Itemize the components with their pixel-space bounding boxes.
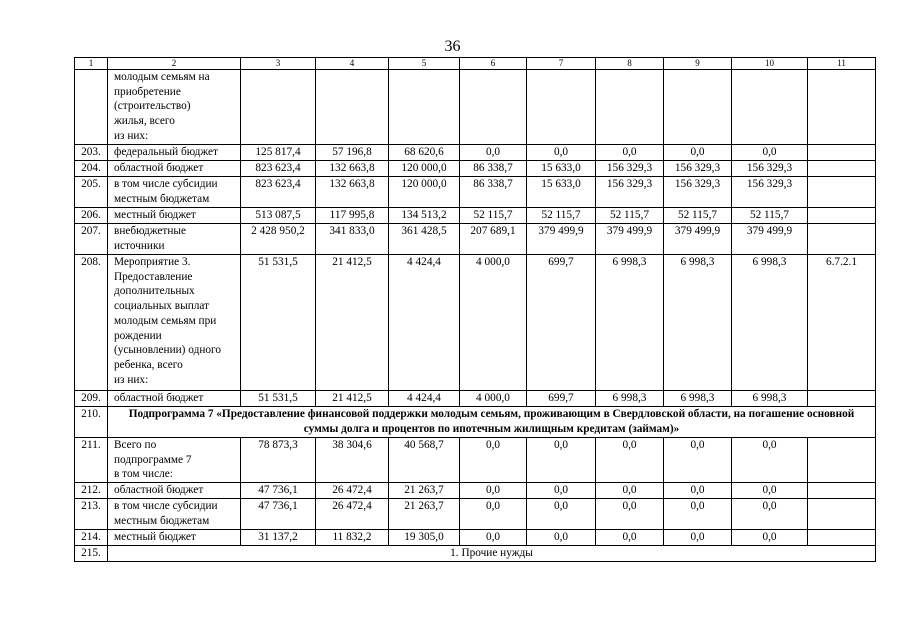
row-description: местный бюджет: [108, 208, 241, 224]
amount-cell: 0,0: [527, 145, 596, 161]
column-number: 4: [316, 58, 389, 70]
row-number: 203.: [75, 145, 108, 161]
target-code: [808, 499, 876, 530]
amount-cell: 207 689,1: [460, 224, 527, 255]
table-row: [75, 255, 876, 391]
table-body: [75, 58, 876, 562]
amount-cell: [389, 70, 460, 145]
row-number: 204.: [75, 161, 108, 177]
amount-cell: 513 087,5: [241, 208, 316, 224]
row-number: 205.: [75, 177, 108, 208]
amount-cell: 0,0: [460, 530, 527, 546]
amount-cell: [460, 70, 527, 145]
amount-cell: 6 998,3: [664, 255, 732, 391]
amount-cell: 6 998,3: [732, 255, 808, 391]
amount-cell: 0,0: [664, 438, 732, 483]
table-row: [75, 208, 876, 224]
amount-cell: 0,0: [732, 438, 808, 483]
amount-cell: 156 329,3: [732, 177, 808, 208]
row-number: 207.: [75, 224, 108, 255]
amount-cell: 21 412,5: [316, 255, 389, 391]
row-number: 214.: [75, 530, 108, 546]
amount-cell: 0,0: [460, 145, 527, 161]
amount-cell: 0,0: [732, 145, 808, 161]
table-row: [75, 161, 876, 177]
amount-cell: 132 663,8: [316, 177, 389, 208]
row-description: областной бюджет: [108, 161, 241, 177]
amount-cell: 11 832,2: [316, 530, 389, 546]
column-number: 10: [732, 58, 808, 70]
amount-cell: 40 568,7: [389, 438, 460, 483]
amount-cell: 26 472,4: [316, 499, 389, 530]
amount-cell: 21 263,7: [389, 483, 460, 499]
amount-cell: 0,0: [596, 145, 664, 161]
target-code: [808, 208, 876, 224]
amount-cell: 823 623,4: [241, 177, 316, 208]
amount-cell: 0,0: [527, 499, 596, 530]
target-code: [808, 438, 876, 483]
column-number: 7: [527, 58, 596, 70]
amount-cell: 6 998,3: [664, 391, 732, 407]
amount-cell: 86 338,7: [460, 161, 527, 177]
amount-cell: [664, 70, 732, 145]
row-number: 206.: [75, 208, 108, 224]
amount-cell: 47 736,1: [241, 499, 316, 530]
table-row: [75, 70, 876, 145]
amount-cell: 19 305,0: [389, 530, 460, 546]
target-code: [808, 177, 876, 208]
amount-cell: 823 623,4: [241, 161, 316, 177]
amount-cell: 38 304,6: [316, 438, 389, 483]
column-number: 3: [241, 58, 316, 70]
target-code: [808, 145, 876, 161]
subprogram-row: [75, 407, 876, 438]
amount-cell: 0,0: [460, 483, 527, 499]
target-code: [808, 530, 876, 546]
column-number: 2: [108, 58, 241, 70]
amount-cell: 4 000,0: [460, 255, 527, 391]
amount-cell: 0,0: [732, 499, 808, 530]
amount-cell: 120 000,0: [389, 177, 460, 208]
amount-cell: 379 499,9: [527, 224, 596, 255]
row-description: в том числе субсидии местным бюджетам: [108, 499, 241, 530]
amount-cell: 2 428 950,2: [241, 224, 316, 255]
amount-cell: 52 115,7: [527, 208, 596, 224]
row-description: Всего по подпрограмме 7 в том числе:: [108, 438, 241, 483]
table-row: [75, 483, 876, 499]
row-number: 213.: [75, 499, 108, 530]
amount-cell: [527, 70, 596, 145]
row-number: 212.: [75, 483, 108, 499]
amount-cell: 4 000,0: [460, 391, 527, 407]
column-number: 11: [808, 58, 876, 70]
row-description: молодым семьям на приобретение (строительство) жилья, всего из них:: [108, 70, 241, 145]
amount-cell: 125 817,4: [241, 145, 316, 161]
row-description: в том числе субсидии местным бюджетам: [108, 177, 241, 208]
row-description: местный бюджет: [108, 530, 241, 546]
row-description: Мероприятие 3. Предоставление дополнительных социальных выплат молодым семьям при рождении (усыновлении) одного ребенка, всего из них:: [108, 255, 241, 391]
amount-cell: 0,0: [527, 530, 596, 546]
row-description: федеральный бюджет: [108, 145, 241, 161]
amount-cell: 31 137,2: [241, 530, 316, 546]
row-description: внебюджетные источники: [108, 224, 241, 255]
amount-cell: 0,0: [460, 499, 527, 530]
amount-cell: 379 499,9: [732, 224, 808, 255]
amount-cell: 4 424,4: [389, 255, 460, 391]
budget-table: [74, 57, 876, 562]
amount-cell: 6 998,3: [732, 391, 808, 407]
amount-cell: 15 633,0: [527, 177, 596, 208]
target-code: 6.7.2.1: [808, 255, 876, 391]
section-row: [75, 546, 876, 562]
table-row: [75, 391, 876, 407]
amount-cell: 6 998,3: [596, 255, 664, 391]
amount-cell: [596, 70, 664, 145]
row-number: 215.: [75, 546, 108, 562]
amount-cell: 52 115,7: [664, 208, 732, 224]
amount-cell: 0,0: [664, 499, 732, 530]
amount-cell: [316, 70, 389, 145]
amount-cell: 156 329,3: [732, 161, 808, 177]
amount-cell: 132 663,8: [316, 161, 389, 177]
column-number: 6: [460, 58, 527, 70]
row-number: 208.: [75, 255, 108, 391]
amount-cell: 86 338,7: [460, 177, 527, 208]
subprogram-title: Подпрограмма 7 «Предоставление финансовой поддержки молодым семьям, проживающим в Свердловской области, на погашение основной суммы долга и процентов по ипотечным жилищным кредитам (займам)»: [108, 407, 876, 438]
amount-cell: 134 513,2: [389, 208, 460, 224]
table-row: [75, 224, 876, 255]
amount-cell: 0,0: [596, 530, 664, 546]
amount-cell: 361 428,5: [389, 224, 460, 255]
page-number: 36: [444, 38, 461, 55]
amount-cell: [241, 70, 316, 145]
target-code: [808, 161, 876, 177]
column-number: 1: [75, 58, 108, 70]
amount-cell: 68 620,6: [389, 145, 460, 161]
column-number: 8: [596, 58, 664, 70]
column-number: 9: [664, 58, 732, 70]
target-code: [808, 70, 876, 145]
amount-cell: 0,0: [460, 438, 527, 483]
table-row: [75, 499, 876, 530]
amount-cell: 26 472,4: [316, 483, 389, 499]
amount-cell: 156 329,3: [596, 177, 664, 208]
target-code: [808, 391, 876, 407]
amount-cell: 78 873,3: [241, 438, 316, 483]
row-number: 211.: [75, 438, 108, 483]
target-code: [808, 224, 876, 255]
row-number: [75, 70, 108, 145]
amount-cell: 0,0: [527, 438, 596, 483]
column-number-row: [75, 58, 876, 70]
amount-cell: [732, 70, 808, 145]
amount-cell: 156 329,3: [664, 177, 732, 208]
amount-cell: 0,0: [732, 483, 808, 499]
table-row: [75, 177, 876, 208]
row-number: 209.: [75, 391, 108, 407]
amount-cell: 0,0: [664, 145, 732, 161]
amount-cell: 699,7: [527, 391, 596, 407]
amount-cell: 0,0: [596, 499, 664, 530]
amount-cell: 52 115,7: [596, 208, 664, 224]
amount-cell: 156 329,3: [664, 161, 732, 177]
table-row: [75, 145, 876, 161]
column-number: 5: [389, 58, 460, 70]
amount-cell: 21 263,7: [389, 499, 460, 530]
amount-cell: 117 995,8: [316, 208, 389, 224]
amount-cell: 0,0: [732, 530, 808, 546]
amount-cell: 15 633,0: [527, 161, 596, 177]
amount-cell: 6 998,3: [596, 391, 664, 407]
amount-cell: 120 000,0: [389, 161, 460, 177]
amount-cell: 52 115,7: [732, 208, 808, 224]
amount-cell: 57 196,8: [316, 145, 389, 161]
amount-cell: 0,0: [664, 483, 732, 499]
section-title: 1. Прочие нужды: [108, 546, 876, 562]
amount-cell: 379 499,9: [596, 224, 664, 255]
row-description: областной бюджет: [108, 391, 241, 407]
amount-cell: 51 531,5: [241, 255, 316, 391]
row-description: областной бюджет: [108, 483, 241, 499]
amount-cell: 341 833,0: [316, 224, 389, 255]
amount-cell: 0,0: [527, 483, 596, 499]
row-number: 210.: [75, 407, 108, 438]
amount-cell: 51 531,5: [241, 391, 316, 407]
target-code: [808, 483, 876, 499]
amount-cell: 0,0: [596, 483, 664, 499]
table-row: [75, 438, 876, 483]
amount-cell: 52 115,7: [460, 208, 527, 224]
amount-cell: 4 424,4: [389, 391, 460, 407]
amount-cell: 156 329,3: [596, 161, 664, 177]
amount-cell: 21 412,5: [316, 391, 389, 407]
table-row: [75, 530, 876, 546]
amount-cell: 0,0: [596, 438, 664, 483]
amount-cell: 47 736,1: [241, 483, 316, 499]
amount-cell: 379 499,9: [664, 224, 732, 255]
amount-cell: 699,7: [527, 255, 596, 391]
amount-cell: 0,0: [664, 530, 732, 546]
